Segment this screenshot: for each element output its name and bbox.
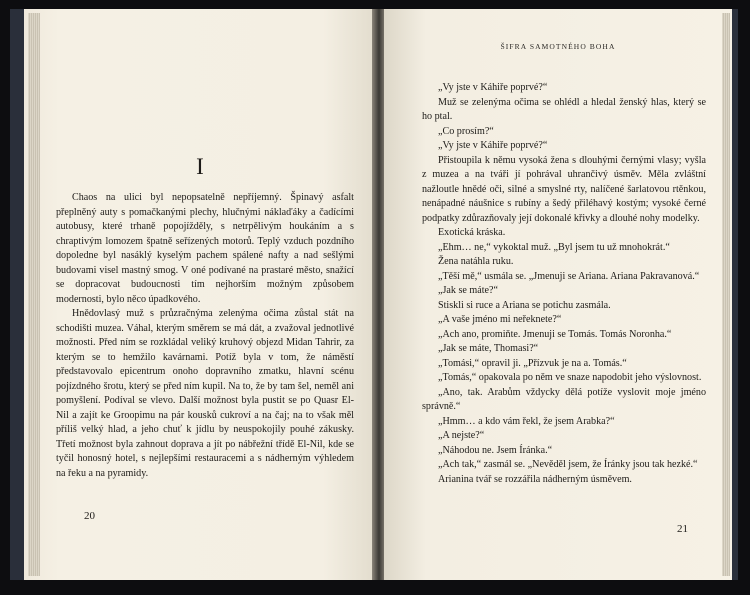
paragraph: „Jak se máte?“: [438, 285, 498, 296]
chapter-number: I: [196, 154, 204, 179]
paragraph: „Ano, tak. Arabům vždycky dělá potíže vyslovit moje jméno správně.“: [422, 386, 706, 412]
running-header: ŠIFRA SAMOTNÉHO BOHA: [500, 42, 616, 51]
paragraph: „Hmm… a kdo vám řekl, že jsem Arabka?“: [438, 415, 615, 427]
paragraph: „Vy jste v Káhiře poprvé?“: [438, 82, 548, 93]
paragraph: „A nejste?“: [438, 430, 485, 441]
paragraph: Hnědovlasý muž s průzračnýma zelenýma očima zůstal stát na schodišti muzea. Váhal, kterým směrem se má dát, a zvažoval jednotlivé možnosti. Před ním se rozkládal veliký kruhový objezd Midan Tahrir, za kterým se to hemžilo kavárnami. Potíž byla v tom, že náměstí představovalo epicentrum onoho dopravního zmatku, hlavní scénu pojízdného šrotu, který se před ním kupil. Na to, že by tam šel, neměl ani pomyšlení. Podíval se vlevo. Další možnost byla pustit se po Quasr El-Nil a zajít ke Groopimu na pár kousků cukroví a na čaj; na to však měl příliš velký hlad, a jeho chuť k jídlu by neuspokojily pouhé zákusky. Třetí možnost byla zahnout doprava a jít po nábřežní třídě El-Nil, kde se tyčil honosný hotel, s nejlepšími restauracemi a s nádherným výhledem na řeku a na pyramidy.: [56, 308, 354, 479]
paragraph: Stiskli si ruce a Ariana se potichu zasmála.: [438, 299, 611, 311]
paragraph: „Ach tak,“ zasmál se. „Nevěděl jsem, že Íránky jsou tak hezké.“: [438, 459, 698, 470]
paragraph: Arianina tvář se rozzářila nádherným úsměvem.: [438, 473, 632, 485]
paragraph: Přistoupila k němu vysoká žena s dlouhými černými vlasy; vyšla z muzea a na tváři jí pohrával uhrančivý úsměv. Měla zvláštní nažloutle hnědé oči, silné a smyslné rty, nalíčené šarlatovou rtěnkou, nenápadné náušnice s rubíny a šedý přiléhavý kostým; vysoké černé podpatky zdůrazňovaly její dokonalé křivky a dlouhé nohy modelky.: [422, 154, 706, 224]
paragraph: „Tomási,“ opravil ji. „Přízvuk je na a. Tomás.“: [438, 357, 627, 369]
page-number: 21: [677, 523, 688, 535]
right-page: [384, 9, 732, 580]
paragraph: „A vaše jméno mi neřeknete?“: [438, 314, 562, 325]
paragraph: „Tomás,“ opakovala po něm ve snaze napodobit jeho výslovnost.: [438, 372, 702, 383]
page-edges: [722, 13, 730, 576]
right-page-text: [422, 81, 706, 487]
paragraph: „Co prosím?“: [438, 125, 494, 137]
paragraph: Muž se zelenýma očima se ohlédl a hledal ženský hlas, který se ho ptal.: [422, 96, 706, 122]
page-number: 20: [84, 510, 95, 522]
open-book: [10, 9, 738, 580]
paragraph: „Těší mě,“ usmála se. „Jmenuji se Ariana. Ariana Pakravanová.“: [438, 270, 700, 282]
left-page-text: [56, 191, 354, 481]
left-page: [24, 9, 376, 580]
paragraph: „Náhodou ne. Jsem Íránka.“: [438, 444, 553, 456]
paragraph: „Vy jste v Káhiře poprvé?“: [438, 140, 548, 151]
paragraph: „Ehm… ne,“ vykoktal muž. „Byl jsem tu už mnohokrát.“: [438, 241, 670, 253]
paragraph: „Jak se máte, Thomasi?“: [438, 343, 539, 354]
paragraph: Žena natáhla ruku.: [438, 256, 514, 267]
paragraph: „Ach ano, promiňte. Jmenuji se Tomás. Tomás Noronha.“: [438, 328, 672, 340]
paragraph: Exotická kráska.: [438, 227, 506, 238]
paragraph: Chaos na ulici byl nepopsatelně nepříjemný. Špinavý asfalt přeplněný auty s pomačkanými plechy, hlučnými náklaďáky a čadícími autobusy, které trhaně popojížděly, s netrpělivým houkáním a s chraptivým lomozem špatně seřízených motorů. Teplý vzduch pozdního dopoledne byl nasáklý kyselým pachem spálené nafty a nad sešlými budovami visel mastný smog. V oné podívané na prastaré město, snažící se dopracovat budoucnosti tím nejhorším možným způsobem modernosti, bylo něco úpadkového.: [56, 192, 354, 305]
page-edges: [28, 13, 40, 576]
